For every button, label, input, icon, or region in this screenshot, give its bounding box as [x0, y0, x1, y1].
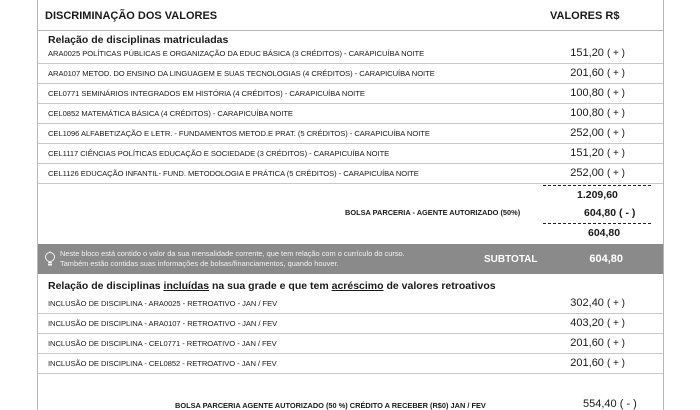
- table-row: [38, 47, 663, 64]
- row-value: 201,60: [570, 337, 604, 349]
- row-description: CEL1126 EDUCAÇÃO INFANTIL- FUND. METODOLOGIA E PRÁTICA (5 CRÉDITOS) - CARAPICUÍBA NOITE: [48, 169, 419, 178]
- header-values: VALORES R$: [550, 10, 620, 22]
- net-dashed-rule: [543, 223, 651, 224]
- header-description: DISCRIMINAÇÃO DOS VALORES: [45, 10, 218, 22]
- title-part-3: de valores retroativos: [383, 280, 496, 292]
- row-description: CEL1117 CIÊNCIAS POLÍTICAS EDUCAÇÃO E SOCIEDADE (3 CRÉDITOS) - CARAPICUÍBA NOITE: [48, 149, 390, 158]
- table-row: [38, 107, 663, 124]
- row-sign: ( + ): [606, 48, 625, 59]
- scholarship-sign: ( - ): [619, 207, 636, 219]
- table-row: [38, 167, 663, 184]
- subtotal-value: 604,80: [589, 253, 623, 265]
- table-row: [38, 317, 663, 334]
- table-header: [38, 0, 663, 31]
- total-dashed-rule: [543, 185, 651, 186]
- retro-scholarship-value: [583, 398, 637, 410]
- row-value: 100,80: [570, 87, 604, 99]
- scholarship-label: BOLSA PARCERIA - AGENTE AUTORIZADO (50%): [345, 208, 521, 217]
- table-row: [38, 87, 663, 104]
- subtotal-info: [60, 249, 490, 269]
- row-value: 151,20: [570, 47, 604, 59]
- row-description: ARA0025 POLÍTICAS PÚBLICAS E ORGANIZAÇÃO DA EDUC BÁSICA (3 CRÉDITOS) - CARAPICUÍBA NOITE: [48, 49, 425, 58]
- row-value: 151,20: [570, 147, 604, 159]
- row-value-cell: [570, 87, 625, 99]
- title-part-2: na sua grade e que tem: [209, 280, 332, 292]
- info-line-2: Também estão contidas suas informações de bolsas/financiamentos, quando houver.: [60, 259, 339, 268]
- row-description: CEL1096 ALFABETIZAÇÃO E LETR. - FUNDAMENTOS METOD.E PRAT. (5 CRÉDITOS) - CARAPICUÍBA NOITE: [48, 129, 430, 138]
- row-value: 201,60: [570, 67, 604, 79]
- section-total: 1.209,60: [577, 189, 618, 201]
- retro-scholarship-sign: ( - ): [619, 398, 637, 410]
- title-part-1: Relação de disciplinas: [48, 280, 164, 292]
- row-value-cell: [570, 167, 625, 179]
- row-sign: ( + ): [606, 108, 625, 119]
- lightbulb-icon: [44, 251, 56, 267]
- row-value-cell: [570, 147, 625, 159]
- statement-sheet: [37, 0, 664, 410]
- row-sign: ( + ): [606, 168, 625, 179]
- retro-scholarship-amount: 554,40: [583, 398, 617, 410]
- row-value-cell: [570, 47, 625, 59]
- row-description: ARA0107 METOD. DO ENSINO DA LINGUAGEM E SUAS TECNOLOGIAS (4 CRÉDITOS) - CARAPICUÍBA NOITE: [48, 69, 435, 78]
- row-value-cell: [570, 297, 625, 309]
- table-row: [38, 337, 663, 354]
- row-value-cell: [570, 67, 625, 79]
- scholarship-amount: 604,80: [584, 207, 617, 219]
- row-value-cell: [570, 357, 625, 369]
- row-sign: ( + ): [606, 318, 625, 329]
- table-row: [38, 357, 663, 374]
- row-description: CEL0852 MATEMÁTICA BÁSICA (4 CRÉDITOS) - CARAPICUÍBA NOITE: [48, 109, 293, 118]
- title-underlined-1: incluídas: [163, 280, 210, 292]
- row-value: 302,40: [570, 297, 604, 309]
- row-description: INCLUSÃO DE DISCIPLINA - CEL0852 - RETROATIVO - JAN / FEV: [48, 359, 277, 368]
- row-description: INCLUSÃO DE DISCIPLINA - CEL0771 - RETROATIVO - JAN / FEV: [48, 339, 277, 348]
- row-sign: ( + ): [606, 68, 625, 79]
- row-sign: ( + ): [606, 128, 625, 139]
- row-sign: ( + ): [606, 298, 625, 309]
- row-description: INCLUSÃO DE DISCIPLINA - ARA0025 - RETROATIVO - JAN / FEV: [48, 299, 278, 308]
- table-row: [38, 67, 663, 84]
- row-description: INCLUSÃO DE DISCIPLINA - ARA0107 - RETROATIVO - JAN / FEV: [48, 319, 278, 328]
- title-underlined-2: acréscimo: [331, 280, 384, 292]
- subtotal-label: SUBTOTAL: [484, 254, 538, 265]
- row-value: 252,00: [570, 167, 604, 179]
- retro-scholarship-label: BOLSA PARCERIA AGENTE AUTORIZADO (50 %) CRÉDITO A RECEBER (R$0) JAN / FEV: [175, 401, 486, 410]
- scholarship-value: [584, 207, 635, 219]
- section-enrolled-title: Relação de disciplinas matriculadas: [48, 34, 229, 46]
- section-retroactive-title: [48, 280, 496, 292]
- row-value: 403,20: [570, 317, 604, 329]
- table-row: [38, 127, 663, 144]
- subtotal-band: [38, 244, 663, 274]
- row-value: 201,60: [570, 357, 604, 369]
- row-sign: ( + ): [606, 338, 625, 349]
- row-sign: ( + ): [606, 358, 625, 369]
- row-value-cell: [570, 317, 625, 329]
- row-value: 252,00: [570, 127, 604, 139]
- row-value-cell: [570, 127, 625, 139]
- info-line-1: Neste bloco está contido o valor da sua mensalidade corrente, que tem relação com o currículo do curso.: [60, 249, 405, 258]
- table-row: [38, 147, 663, 164]
- row-value-cell: [570, 107, 625, 119]
- row-value-cell: [570, 337, 625, 349]
- net-total: 604,80: [588, 227, 621, 239]
- row-description: CEL0771 SEMINÁRIOS INTEGRADOS EM HISTÓRIA (4 CRÉDITOS) - CARAPICUÍBA NOITE: [48, 89, 365, 98]
- row-sign: ( + ): [606, 88, 625, 99]
- table-row: [38, 297, 663, 314]
- row-value: 100,80: [570, 107, 604, 119]
- row-sign: ( + ): [606, 148, 625, 159]
